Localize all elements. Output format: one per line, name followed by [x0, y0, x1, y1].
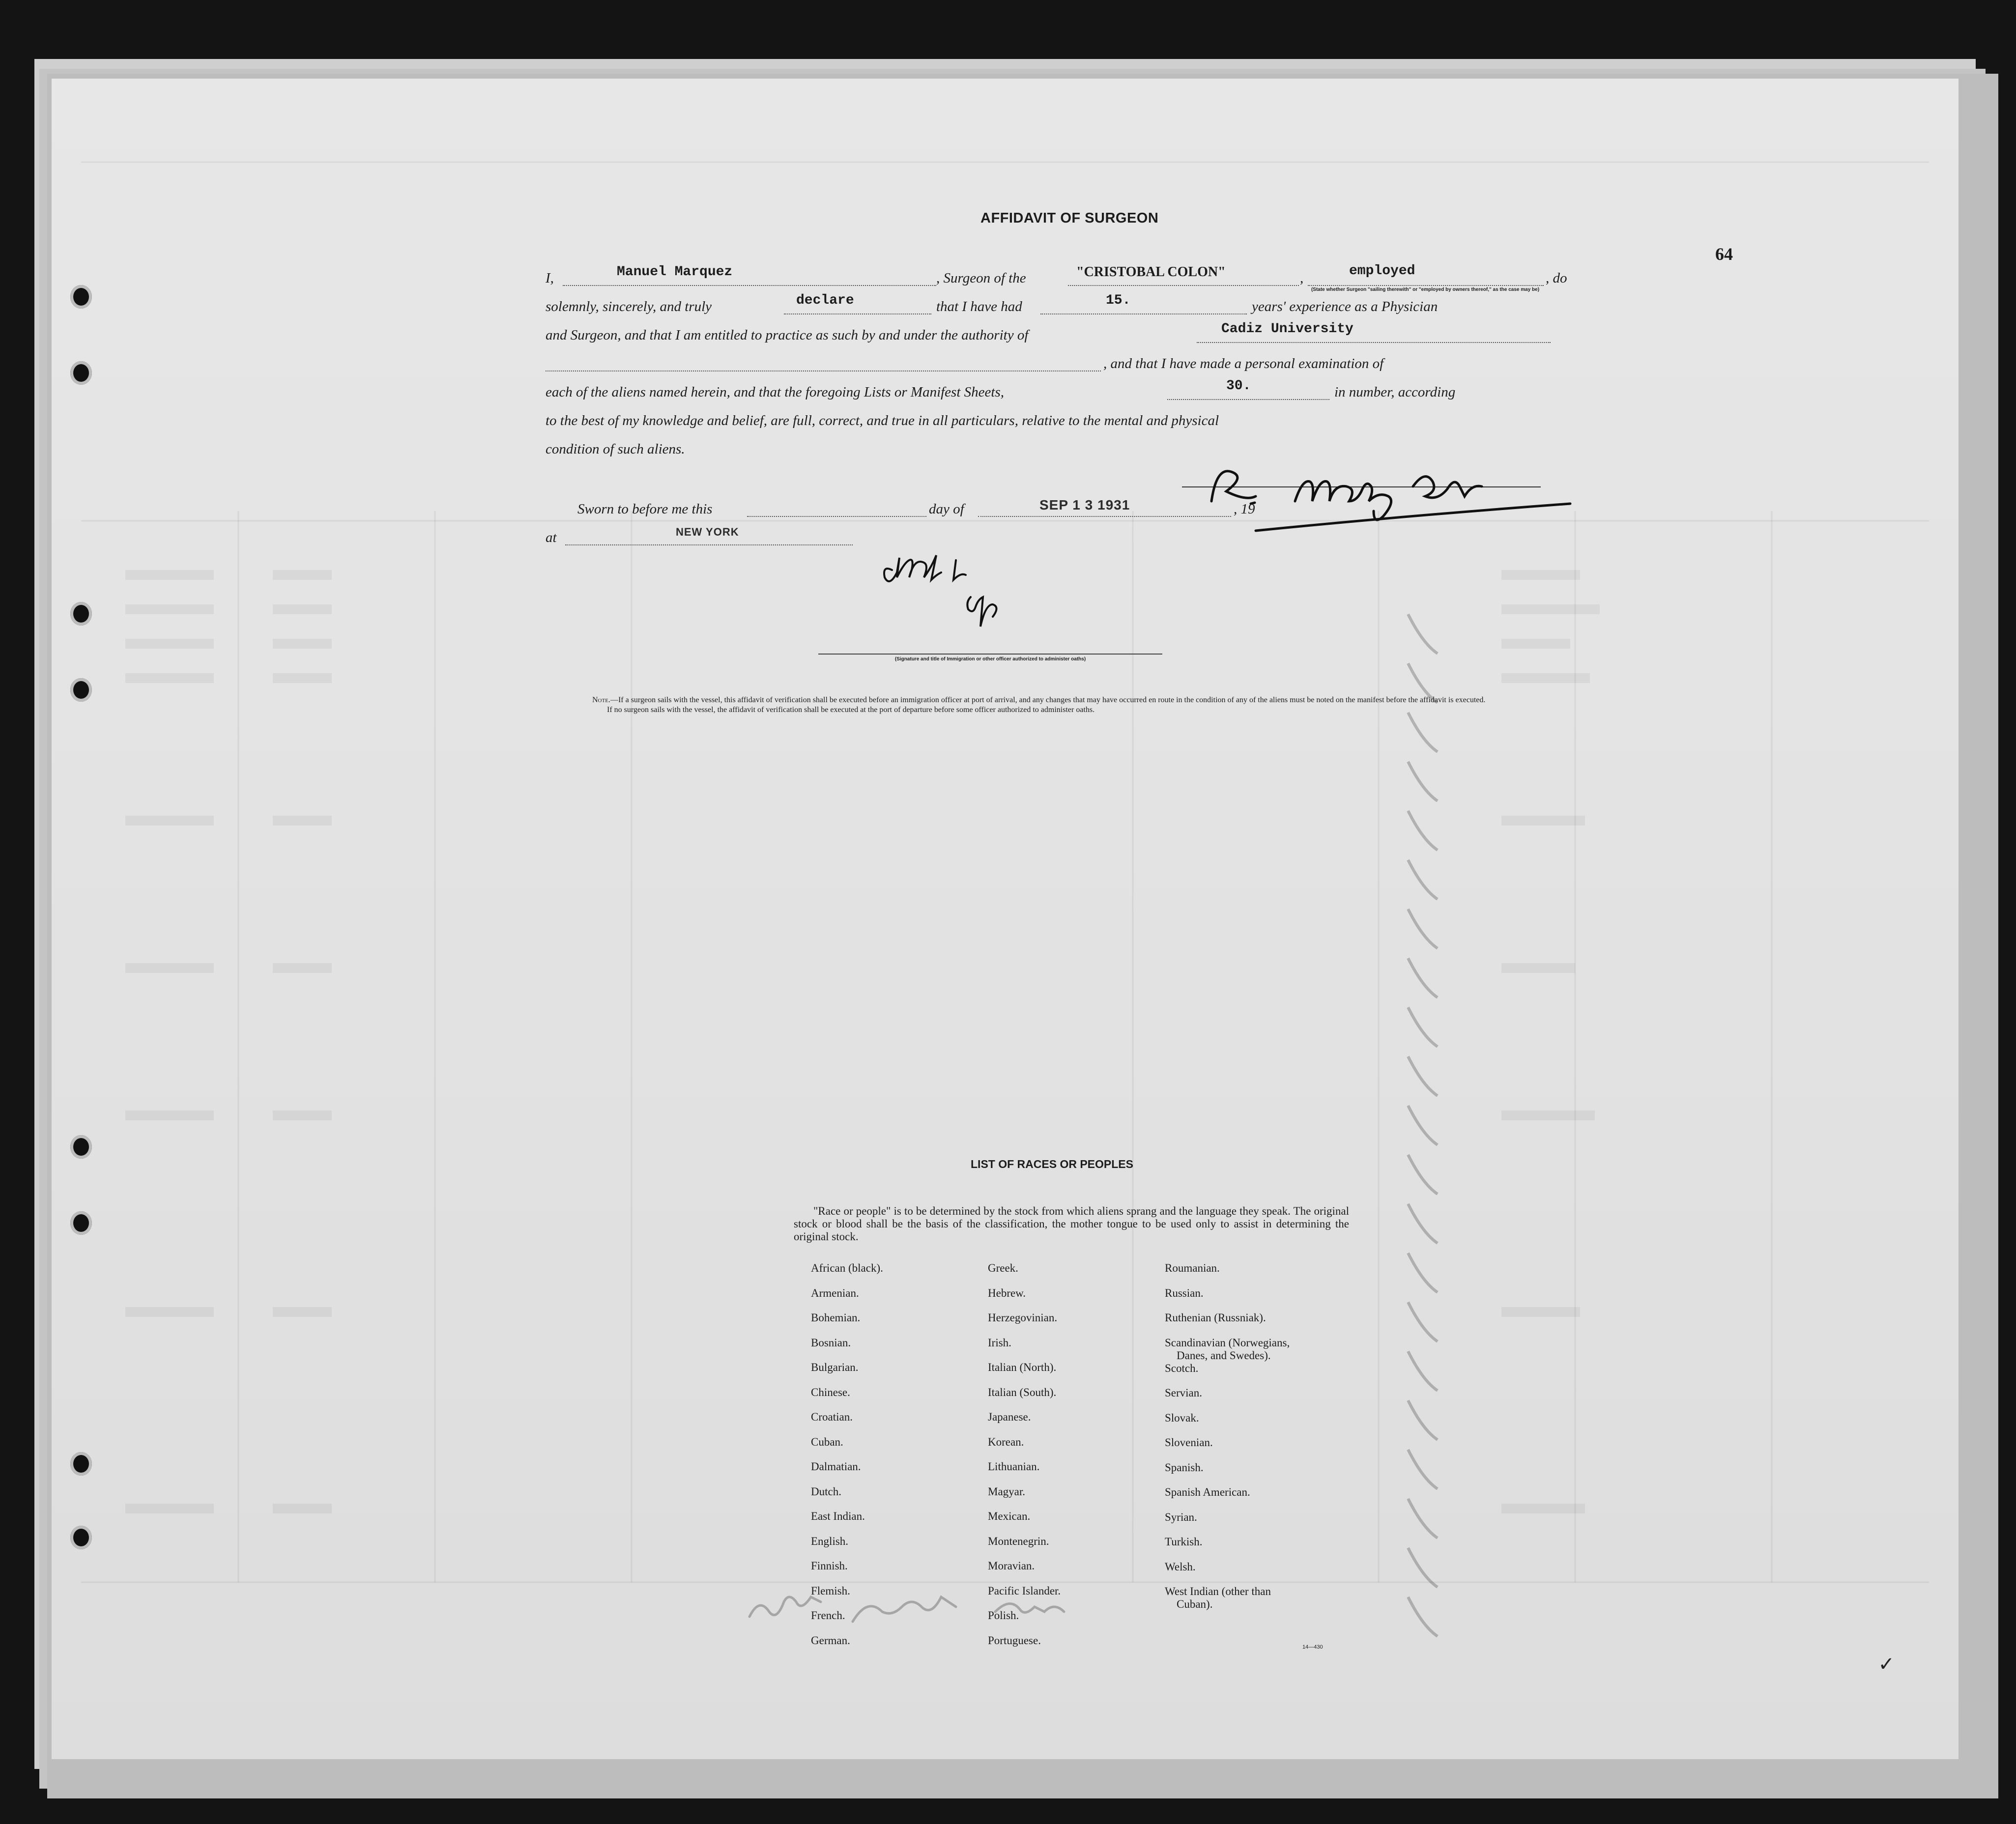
fill-line	[1197, 342, 1551, 343]
officer-signature	[818, 511, 1094, 639]
affidavit-text: , Surgeon of the	[936, 270, 1026, 286]
race-item: Dalmatian.	[811, 1460, 861, 1473]
race-item: Syrian.	[1165, 1510, 1197, 1523]
fill-line	[546, 370, 1101, 371]
affidavit-text: , and that I have made a personal examination of	[1103, 356, 1384, 371]
manifest-sheet-count: 30.	[1226, 378, 1251, 394]
affidavit-text: ,	[1300, 270, 1304, 286]
date-stamp: SEP 1 3 1931	[1039, 497, 1130, 513]
surgeon-name: Manuel Marquez	[617, 264, 733, 280]
note-text: If no surgeon sails with the vessel, the affidavit of verification shall be executed at the port of departure before some officer authorized to administer oaths.	[607, 706, 1095, 714]
race-item: Spanish American.	[1165, 1486, 1250, 1498]
years-experience: 15.	[1106, 293, 1131, 308]
race-item: Cuban.	[811, 1435, 843, 1448]
race-item: Servian.	[1165, 1387, 1203, 1399]
affidavit-text: each of the aliens named herein, and that the foregoing Lists or Manifest Sheets,	[546, 384, 1004, 400]
affidavit-text: years' experience as a Physician	[1252, 299, 1438, 314]
affidavit-text: solemnly, sincerely, and truly	[546, 299, 712, 314]
place-stamp: NEW YORK	[676, 526, 739, 538]
race-item: Spanish.	[1165, 1461, 1204, 1474]
race-item: English.	[811, 1535, 849, 1547]
affidavit-note	[592, 695, 1551, 715]
affidavit-text: condition of such aliens.	[546, 441, 685, 457]
race-item: Croatian.	[811, 1411, 853, 1423]
affidavit-text: day of	[929, 501, 964, 517]
employment-status: employed	[1349, 263, 1415, 279]
race-item: Pacific Islander.	[988, 1584, 1061, 1597]
race-item: African (black).	[811, 1262, 883, 1274]
race-item-line: Scandinavian (Norwegians,	[1165, 1336, 1290, 1349]
race-item: Flemish.	[811, 1584, 850, 1597]
affidavit-text: , do	[1546, 270, 1567, 286]
affidavit-text: at	[546, 530, 557, 545]
check-mark-icon: ✓	[1878, 1653, 1895, 1675]
race-item: Montenegrin.	[988, 1535, 1049, 1547]
note-text: —If a surgeon sails with the vessel, this affidavit of verification shall be executed before an immigration officer at port of arrival, and any changes that may have occurred en route in the condition of any of the aliens must be noted on the manifest before the affidavit is executed.	[610, 696, 1486, 704]
note-label: Note.	[592, 696, 610, 704]
page-number: 64	[1715, 244, 1733, 264]
race-item: Italian (North).	[988, 1361, 1057, 1373]
officer-instruction: (Signature and title of Immigration or other officer authorized to administer oaths)	[894, 656, 1086, 662]
race-item: East Indian.	[811, 1510, 865, 1522]
declaration-word: declare	[796, 293, 854, 308]
race-item: Slovak.	[1165, 1411, 1199, 1424]
race-item: Bulgarian.	[811, 1361, 859, 1373]
race-item: Moravian.	[988, 1560, 1035, 1572]
race-item: Welsh.	[1165, 1560, 1196, 1573]
affidavit-text: to the best of my knowledge and belief, are full, correct, and true in all particulars, relative to the mental and physical	[546, 413, 1219, 428]
fill-line	[563, 285, 936, 286]
race-item: Turkish.	[1165, 1536, 1203, 1548]
affidavit-text: that I have had	[936, 299, 1022, 314]
race-item: Dutch.	[811, 1485, 841, 1498]
surgeon-signature	[1182, 442, 1664, 541]
vessel-name: "CRISTOBAL COLON"	[1076, 264, 1226, 280]
race-item	[1165, 1585, 1290, 1611]
fill-line	[1167, 399, 1329, 400]
employment-instruction: (State whether Surgeon "sailing therewith" or "employed by owners thereof," as the case may be)	[1311, 287, 1540, 292]
licensing-authority: Cadiz University	[1221, 321, 1354, 337]
races-title: LIST OF RACES OR PEOPLES	[971, 1158, 1133, 1170]
race-item: Bohemian.	[811, 1311, 861, 1324]
race-item: Portuguese.	[988, 1634, 1041, 1647]
race-item: Japanese.	[988, 1411, 1031, 1423]
form-code: 14—430	[1302, 1644, 1323, 1650]
fill-line	[1308, 285, 1544, 286]
race-item: Slovenian.	[1165, 1436, 1213, 1449]
race-item: Armenian.	[811, 1286, 859, 1299]
race-item: Lithuanian.	[988, 1460, 1040, 1473]
race-item: Russian.	[1165, 1286, 1204, 1299]
race-item: Herzegovinian.	[988, 1311, 1058, 1324]
race-item: Scotch.	[1165, 1362, 1199, 1374]
pencil-annotation	[740, 1577, 1133, 1646]
manifest-page	[52, 79, 1958, 1759]
race-item: Bosnian.	[811, 1336, 851, 1349]
race-item: Italian (South).	[988, 1386, 1057, 1398]
races-column-3	[1165, 1262, 1290, 1611]
affidavit-text: and Surgeon, and that I am entitled to practice as such by and under the authority of	[546, 327, 1029, 343]
race-item: Chinese.	[811, 1386, 850, 1398]
affidavit-text: I,	[546, 270, 554, 286]
race-item: Hebrew.	[988, 1286, 1026, 1299]
affidavit-title: AFFIDAVIT OF SURGEON	[980, 210, 1159, 226]
race-item: Korean.	[988, 1435, 1024, 1448]
race-item: Greek.	[988, 1262, 1018, 1274]
fill-line	[565, 544, 853, 545]
race-item-line: Cuban).	[1177, 1598, 1213, 1610]
fill-line	[1068, 285, 1299, 286]
races-intro: "Race or people" is to be determined by the stock from which aliens sprang and the language they speak. The original stock or blood shall be the basis of the classification, the mother tongue to be used only to assist in determining the original stock.	[794, 1205, 1349, 1243]
race-item: Mexican.	[988, 1510, 1031, 1522]
race-item: French.	[811, 1609, 845, 1622]
race-item: Ruthenian (Russniak).	[1165, 1311, 1266, 1324]
affidavit-text: , 19	[1234, 501, 1255, 517]
race-item-line: Danes, and Swedes).	[1177, 1349, 1271, 1362]
race-item: Magyar.	[988, 1485, 1026, 1498]
affidavit-text: in number, according	[1334, 384, 1456, 400]
race-item: German.	[811, 1634, 850, 1647]
race-item: Polish.	[988, 1609, 1019, 1622]
officer-signature-line	[818, 654, 1162, 655]
race-item: Irish.	[988, 1336, 1011, 1349]
race-item: Roumanian.	[1165, 1262, 1220, 1274]
race-item: Finnish.	[811, 1560, 848, 1572]
race-item	[1165, 1337, 1290, 1362]
affidavit-text: Sworn to before me this	[577, 501, 713, 517]
race-item-line: West Indian (other than	[1165, 1585, 1271, 1597]
